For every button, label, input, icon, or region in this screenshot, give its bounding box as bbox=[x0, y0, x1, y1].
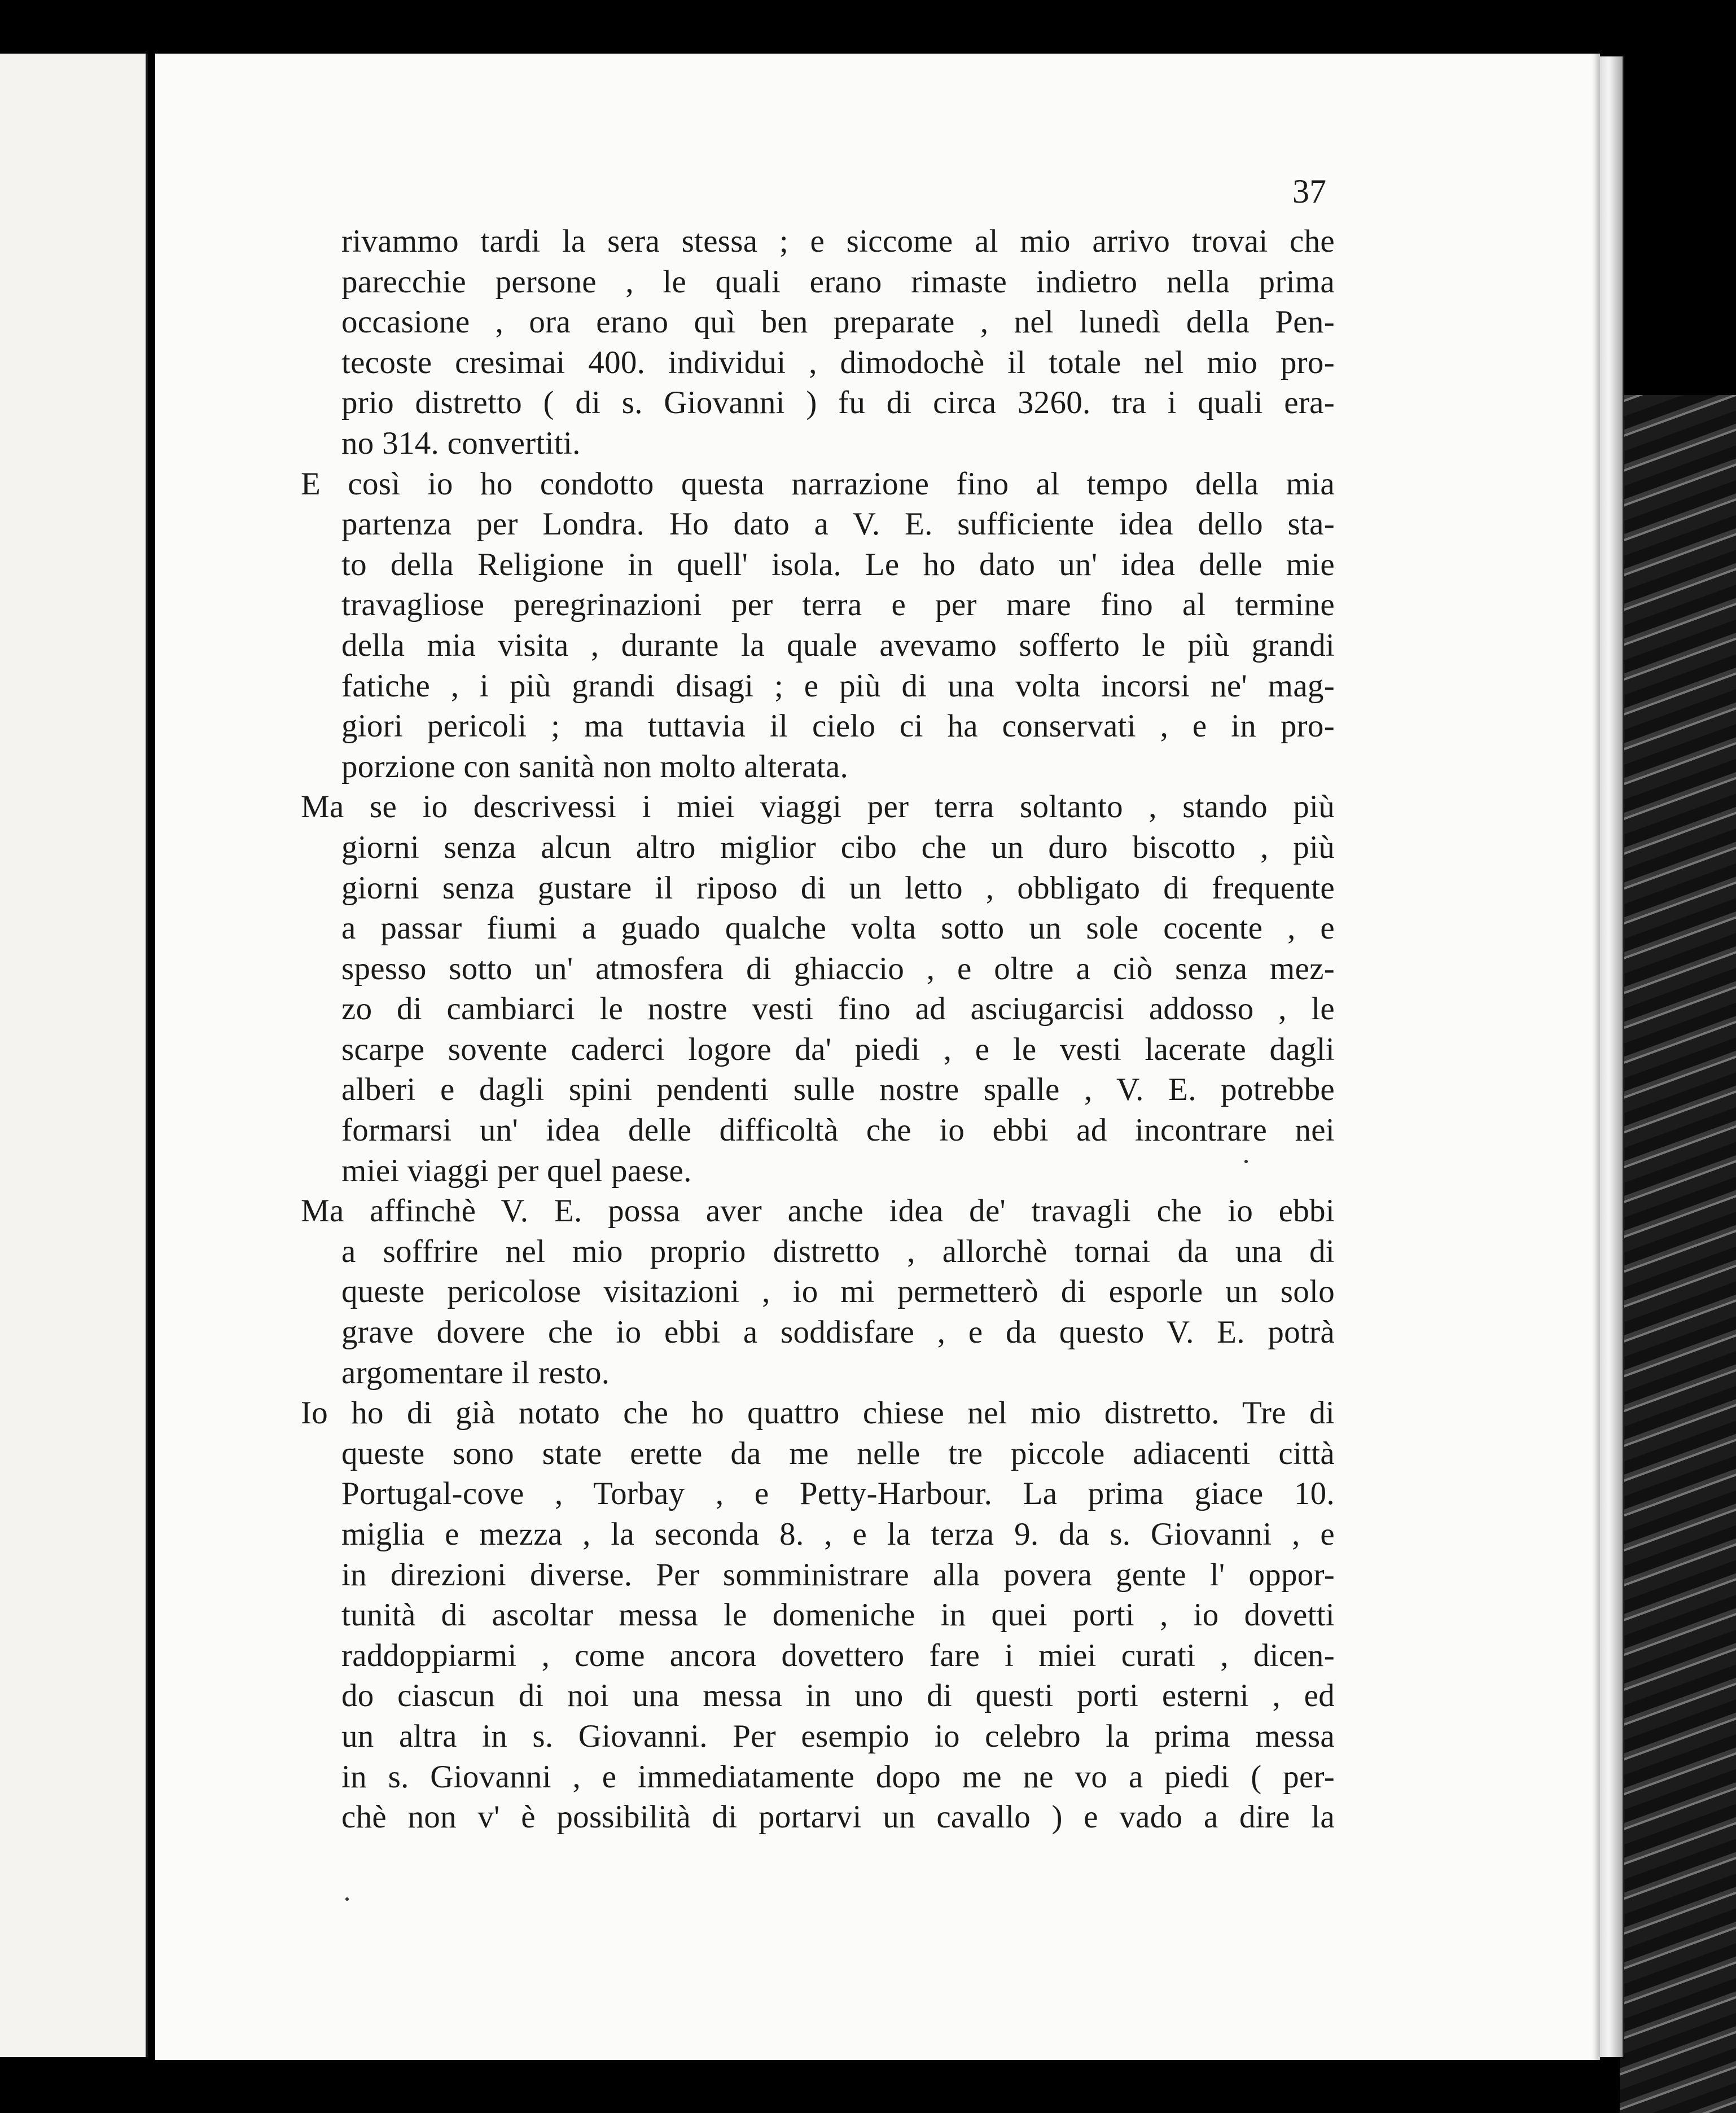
text-line: zo di cambiarci le nostre vesti fino ad asciugarcisi addosso , le bbox=[341, 991, 1335, 1027]
text-line: giori pericoli ; ma tuttavia il cielo ci ha conservati , e in pro- bbox=[341, 708, 1335, 744]
text-line: giorni senza alcun altro miglior cibo che un duro biscotto , più bbox=[341, 829, 1335, 865]
text-line: queste sono state erette da me nelle tre piccole adiacenti città bbox=[341, 1435, 1335, 1471]
page-number: 37 bbox=[1292, 173, 1326, 210]
board-shadow bbox=[1620, 0, 1736, 395]
text-line: tecoste cresimai 400. individui , dimodochè il totale nel mio pro- bbox=[341, 344, 1335, 380]
text-line: do ciascun di noi una messa in uno di questi porti esterni , ed bbox=[341, 1678, 1335, 1714]
text-line: queste pericolose visitazioni , io mi permetterò di esporle un solo bbox=[341, 1274, 1335, 1310]
text-line: partenza per Londra. Ho dato a V. E. sufficiente idea dello sta- bbox=[341, 506, 1335, 542]
text-line: giorni senza gustare il riposo di un letto , obbligato di frequente bbox=[341, 870, 1335, 906]
text-line: to della Religione in quell' isola. Le ho dato un' idea delle mie bbox=[341, 546, 1335, 582]
text-line: porzione con sanità non molto alterata. bbox=[341, 748, 849, 784]
facing-page-edge bbox=[0, 54, 148, 2057]
text-line: alberi e dagli spini pendenti sulle nostre spalle , V. E. potrebbe bbox=[341, 1072, 1335, 1108]
text-line: travagliose peregrinazioni per terra e per mare fino al termine bbox=[341, 587, 1335, 623]
text-line: prio distretto ( di s. Giovanni ) fu di circa 3260. tra i quali era- bbox=[341, 385, 1335, 421]
text-line: raddoppiarmi , come ancora dovettero fare i miei curati , dicen- bbox=[341, 1637, 1335, 1673]
text-line: E così io ho condotto questa narrazione fino al tempo della mia bbox=[301, 466, 1335, 502]
text-line: a passar fiumi a guado qualche volta sotto un sole cocente , e bbox=[341, 910, 1335, 946]
text-line: un altra in s. Giovanni. Per esempio io celebro la prima messa bbox=[341, 1718, 1335, 1754]
text-line: tunità di ascoltar messa le domeniche in quei porti , io dovetti bbox=[341, 1597, 1335, 1633]
text-line: Io ho di già notato che ho quattro chiese nel mio distretto. Tre di bbox=[301, 1395, 1335, 1431]
ink-speck bbox=[1244, 1160, 1248, 1163]
ink-speck bbox=[345, 1897, 349, 1901]
text-line: scarpe sovente caderci logore da' piedi , e le vesti lacerate dagli bbox=[341, 1031, 1335, 1067]
text-line: Portugal-cove , Torbay , e Petty-Harbour. La prima giace 10. bbox=[341, 1476, 1335, 1512]
text-line: parecchie persone , le quali erano rimaste indietro nella prima bbox=[341, 264, 1335, 300]
text-line: no 314. convertiti. bbox=[341, 425, 581, 461]
text-line: in s. Giovanni , e immediatamente dopo me ne vo a piedi ( per- bbox=[341, 1759, 1335, 1795]
text-line: chè non v' è possibilità di portarvi un cavallo ) e vado a dire la bbox=[341, 1799, 1335, 1835]
text-line: Ma se io descrivessi i miei viaggi per terra soltanto , stando più bbox=[301, 789, 1335, 825]
text-line: occasione , ora erano quì ben preparate , nel lunedì della Pen- bbox=[341, 304, 1335, 340]
text-line: Ma affinchè V. E. possa aver anche idea de' travagli che io ebbi bbox=[301, 1193, 1335, 1229]
text-line: miglia e mezza , la seconda 8. , e la terza 9. da s. Giovanni , e bbox=[341, 1516, 1335, 1552]
text-line: grave dovere che io ebbi a soddisfare , e da questo V. E. potrà bbox=[341, 1314, 1335, 1351]
body-text bbox=[301, 221, 1335, 1838]
text-line: rivammo tardi la sera stessa ; e siccome al mio arrivo trovai che bbox=[341, 223, 1335, 259]
text-line: fatiche , i più grandi disagi ; e più di una volta incorsi ne' mag- bbox=[341, 668, 1335, 704]
text-line: miei viaggi per quel paese. bbox=[341, 1152, 692, 1189]
text-line: della mia visita , durante la quale avevamo sofferto le più grandi bbox=[341, 627, 1335, 663]
text-line: spesso sotto un' atmosfera di ghiaccio , e oltre a ciò senza mez- bbox=[341, 950, 1335, 987]
text-line: in direzioni diverse. Per somministrare alla povera gente l' oppor- bbox=[341, 1557, 1335, 1593]
text-line: a soffrire nel mio proprio distretto , allorchè tornai da una di bbox=[341, 1233, 1335, 1269]
text-line: formarsi un' idea delle difficoltà che io ebbi ad incontrare nei bbox=[341, 1112, 1335, 1148]
page-fore-edge bbox=[1600, 56, 1624, 2057]
text-line: argomentare il resto. bbox=[341, 1354, 610, 1391]
